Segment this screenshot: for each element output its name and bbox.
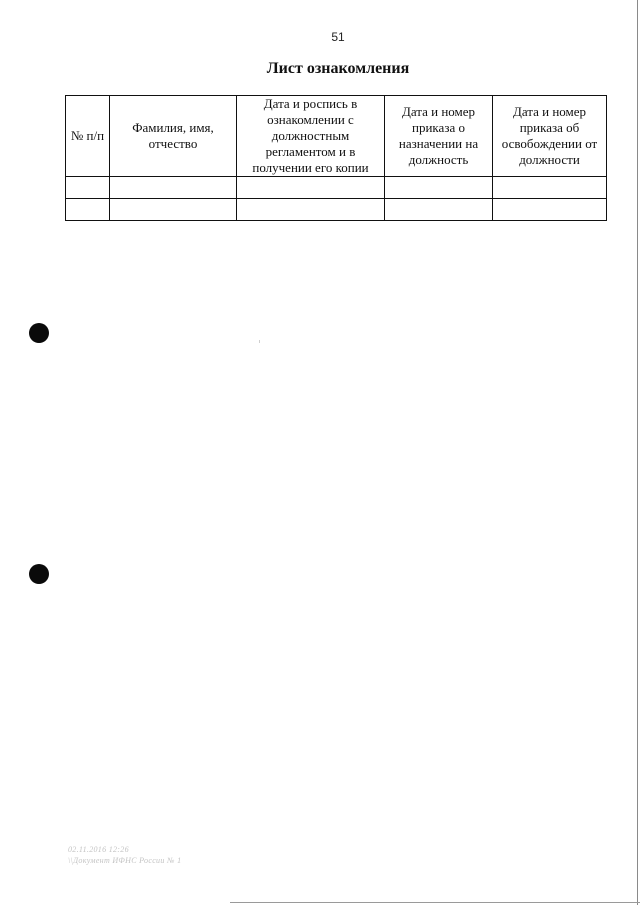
- page-edge-bottom: [230, 902, 640, 903]
- table-cell: [385, 199, 493, 221]
- footer-stamp-path: \\Документ ИФНС России № 1: [68, 856, 182, 865]
- footer-stamp-date: 02.11.2016 12:26: [68, 845, 129, 854]
- header-appointment-order: Дата и номер приказа о назначении на должность: [385, 96, 493, 177]
- punch-hole-bottom: [29, 564, 49, 584]
- header-full-name: Фамилия, имя, отчество: [110, 96, 237, 177]
- table-cell: [493, 177, 607, 199]
- scan-speck: [259, 340, 260, 343]
- table-cell: [66, 177, 110, 199]
- document-title: Лист ознакомления: [266, 60, 410, 77]
- table-header-row: [66, 96, 607, 177]
- table-cell: [237, 177, 385, 199]
- table-cell: [110, 177, 237, 199]
- header-number: № п/п: [66, 96, 110, 177]
- page-edge-right: [637, 0, 638, 905]
- table-cell: [385, 177, 493, 199]
- table-row: [66, 177, 607, 199]
- table-row: [66, 199, 607, 221]
- table-cell: [493, 199, 607, 221]
- table-cell: [237, 199, 385, 221]
- punch-hole-top: [29, 323, 49, 343]
- table-cell: [66, 199, 110, 221]
- header-dismissal-order: Дата и номер приказа об освобождении от должности: [493, 96, 607, 177]
- page-number: 51: [331, 30, 345, 44]
- header-signature-date: Дата и роспись в ознакомлении с должностным регламентом и в получении его копии: [237, 96, 385, 177]
- acknowledgement-table: [65, 95, 607, 221]
- table-cell: [110, 199, 237, 221]
